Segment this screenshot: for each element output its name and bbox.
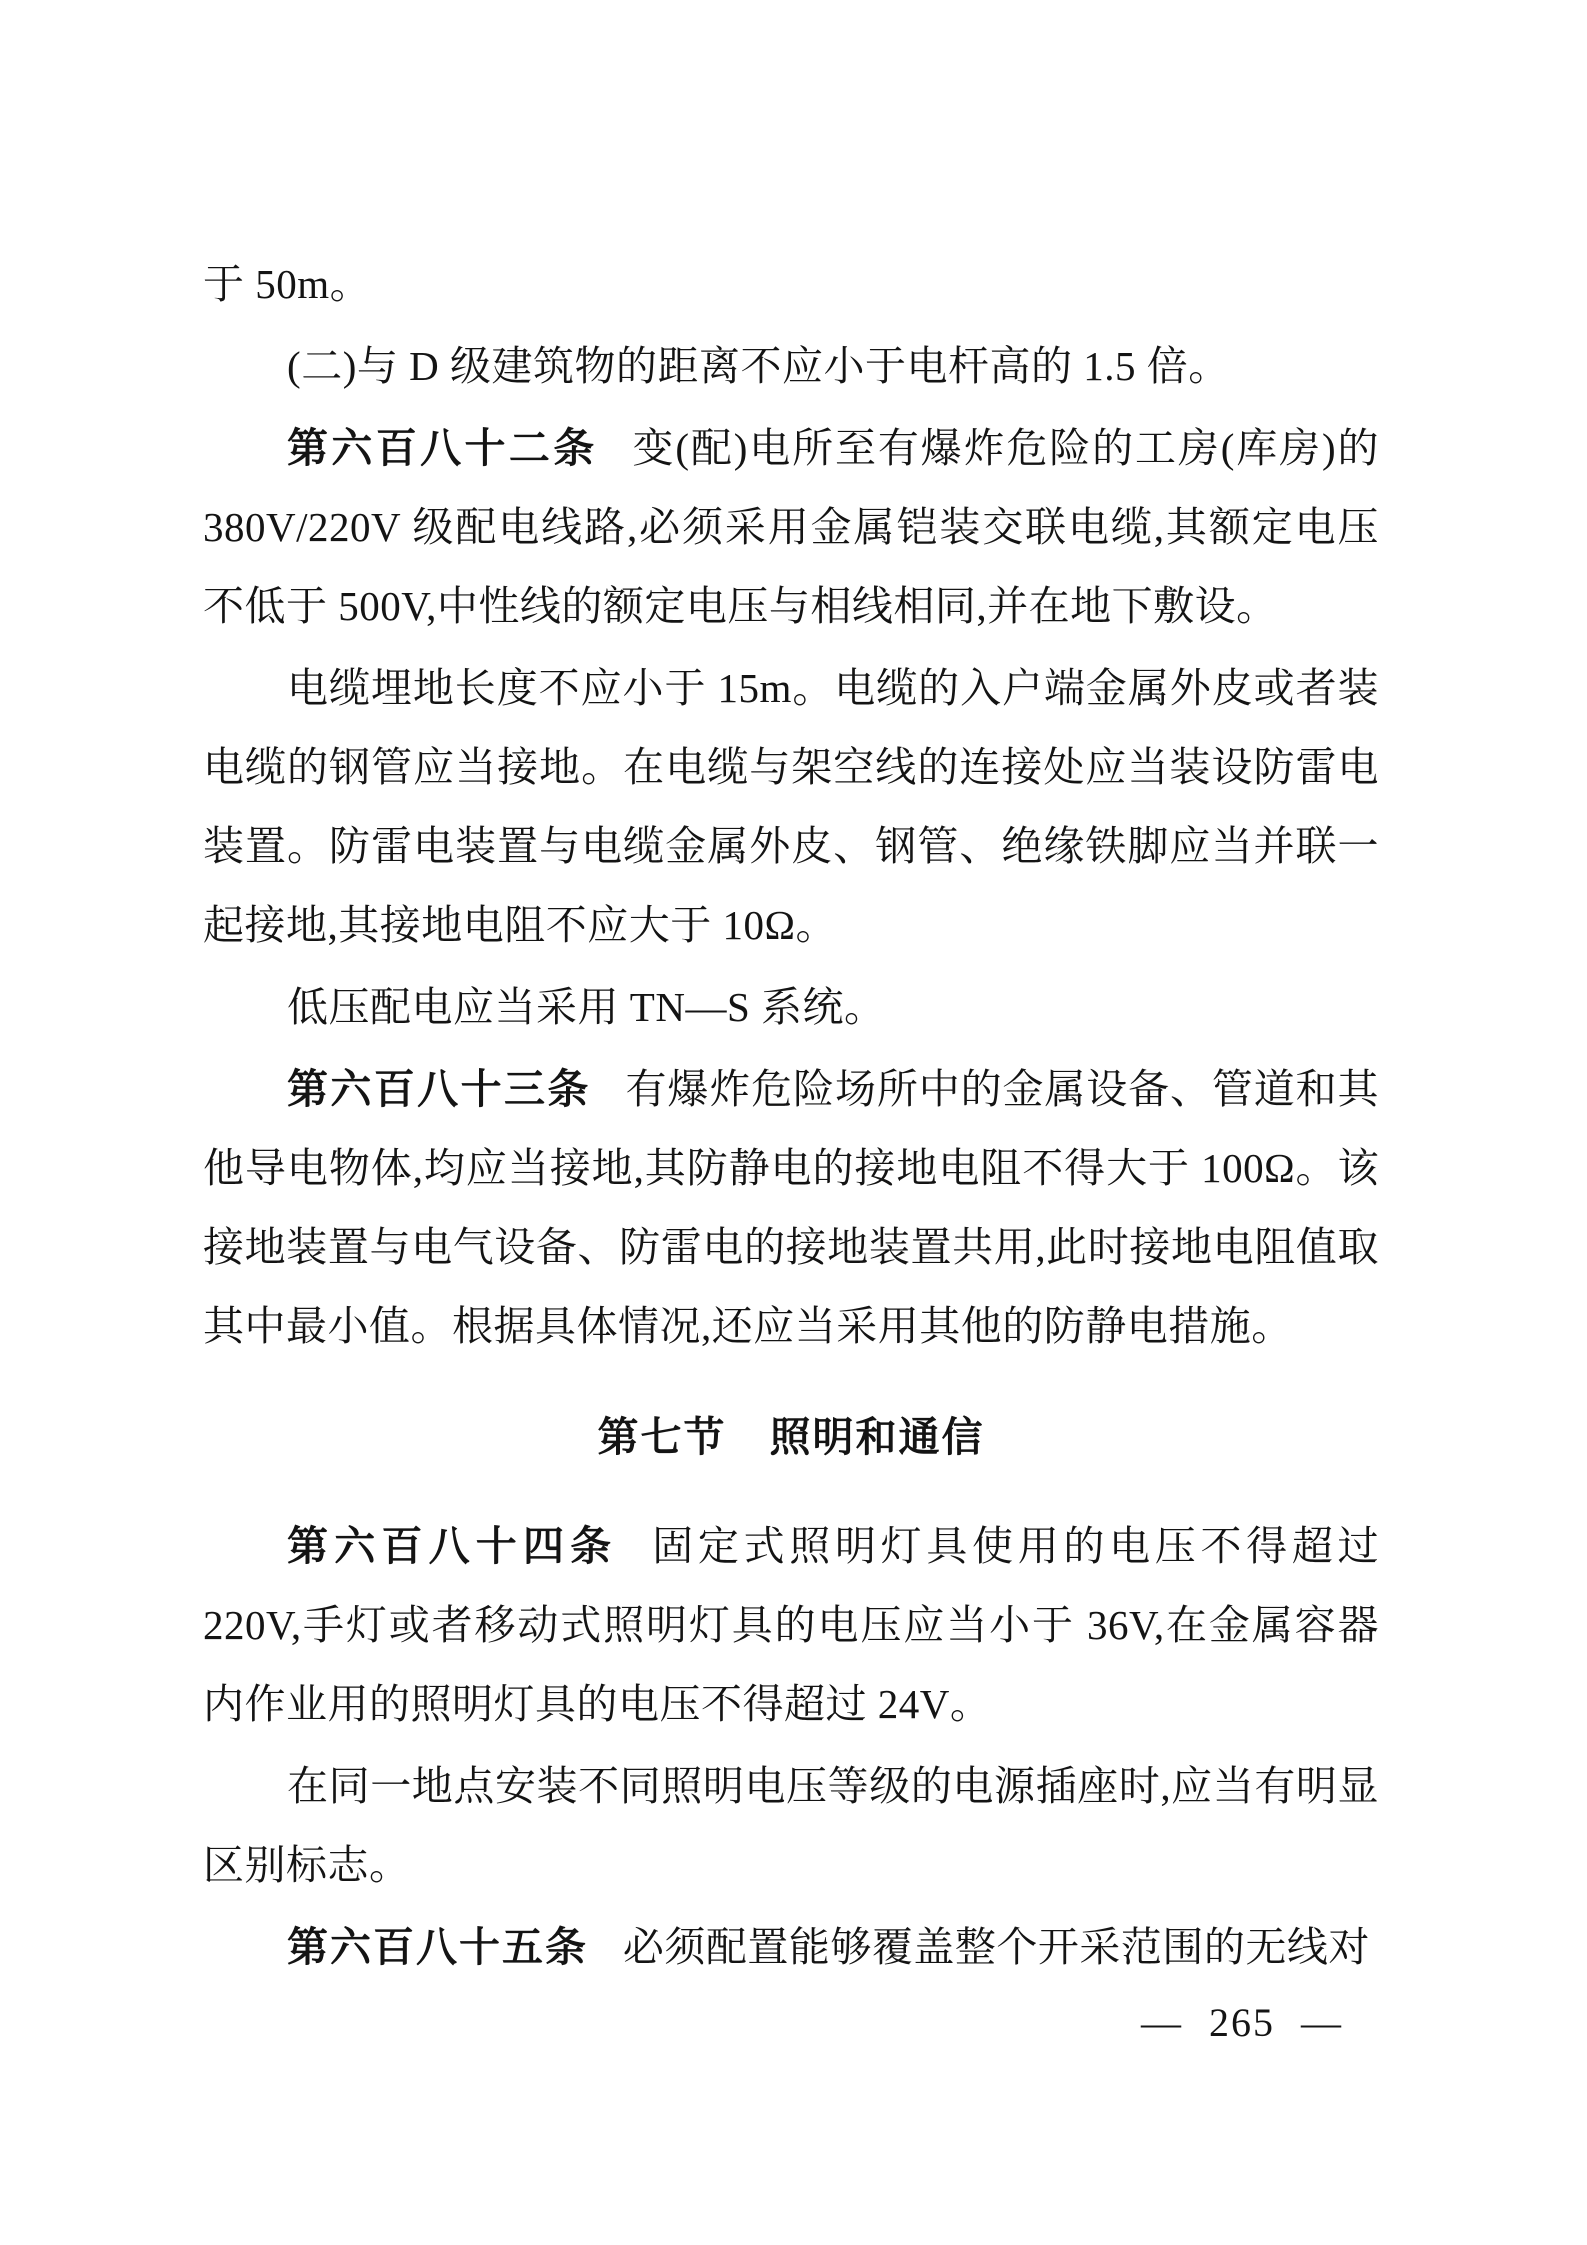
paragraph-low-voltage-system: 低压配电应当采用 TN—S 系统。 <box>287 984 886 1030</box>
article-685-label: 第六百八十五条 <box>287 1924 589 1970</box>
article-682 <box>203 409 1379 646</box>
paragraph-continuation: 于 50m。 <box>203 261 372 307</box>
article-684 <box>203 1507 1379 1744</box>
article-683-label: 第六百八十三条 <box>287 1066 591 1112</box>
article-682-text: 变(配)电所至有爆炸危险的工房(库房)的 380V/220V 级配电线路,必须采用金属铠装交联电缆,其额定电压不低于 500V,中性线的额定电压与相线相同,并在地下敷设。 <box>203 425 1379 629</box>
page-number: — 265 — <box>1141 2000 1343 2045</box>
article-684-text: 固定式照明灯具使用的电压不得超过 220V,手灯或者移动式照明灯具的电压应当小于 36V,在金属容器内作业用的照明灯具的电压不得超过 24V。 <box>203 1523 1380 1727</box>
article-684-label: 第六百八十四条 <box>287 1523 618 1569</box>
article-685 <box>203 1908 1379 1987</box>
page-footer <box>203 1999 1379 2047</box>
paragraph-socket-marking: 在同一地点安装不同照明电压等级的电源插座时,应当有明显区别标志。 <box>203 1763 1379 1888</box>
article-682-label: 第六百八十二条 <box>287 425 598 471</box>
article-683-text: 有爆炸危险场所中的金属设备、管道和其他导电物体,均应当接地,其防静电的接地电阻不得大于 100Ω。该接地装置与电气设备、防雷电的接地装置共用,此时接地电阻值取其中最小值。根据具体情况,还应当采用其他的防静电措施。 <box>203 1066 1379 1349</box>
section-7-heading: 第七节 照明和通信 <box>597 1414 985 1460</box>
clause-item-2: (二)与 D 级建筑物的距离不应小于电杆高的 1.5 倍。 <box>287 343 1230 389</box>
paragraph-cable-burial: 电缆埋地长度不应小于 15m。电缆的入户端金属外皮或者装电缆的钢管应当接地。在电缆与架空线的连接处应当装设防雷电装置。防雷电装置与电缆金属外皮、钢管、绝缘铁脚应当并联一起接地,其接地电阻不应大于 10Ω。 <box>203 665 1379 948</box>
article-685-text: 必须配置能够覆盖整个开采范围的无线对 <box>622 1924 1370 1970</box>
article-683 <box>203 1050 1379 1366</box>
